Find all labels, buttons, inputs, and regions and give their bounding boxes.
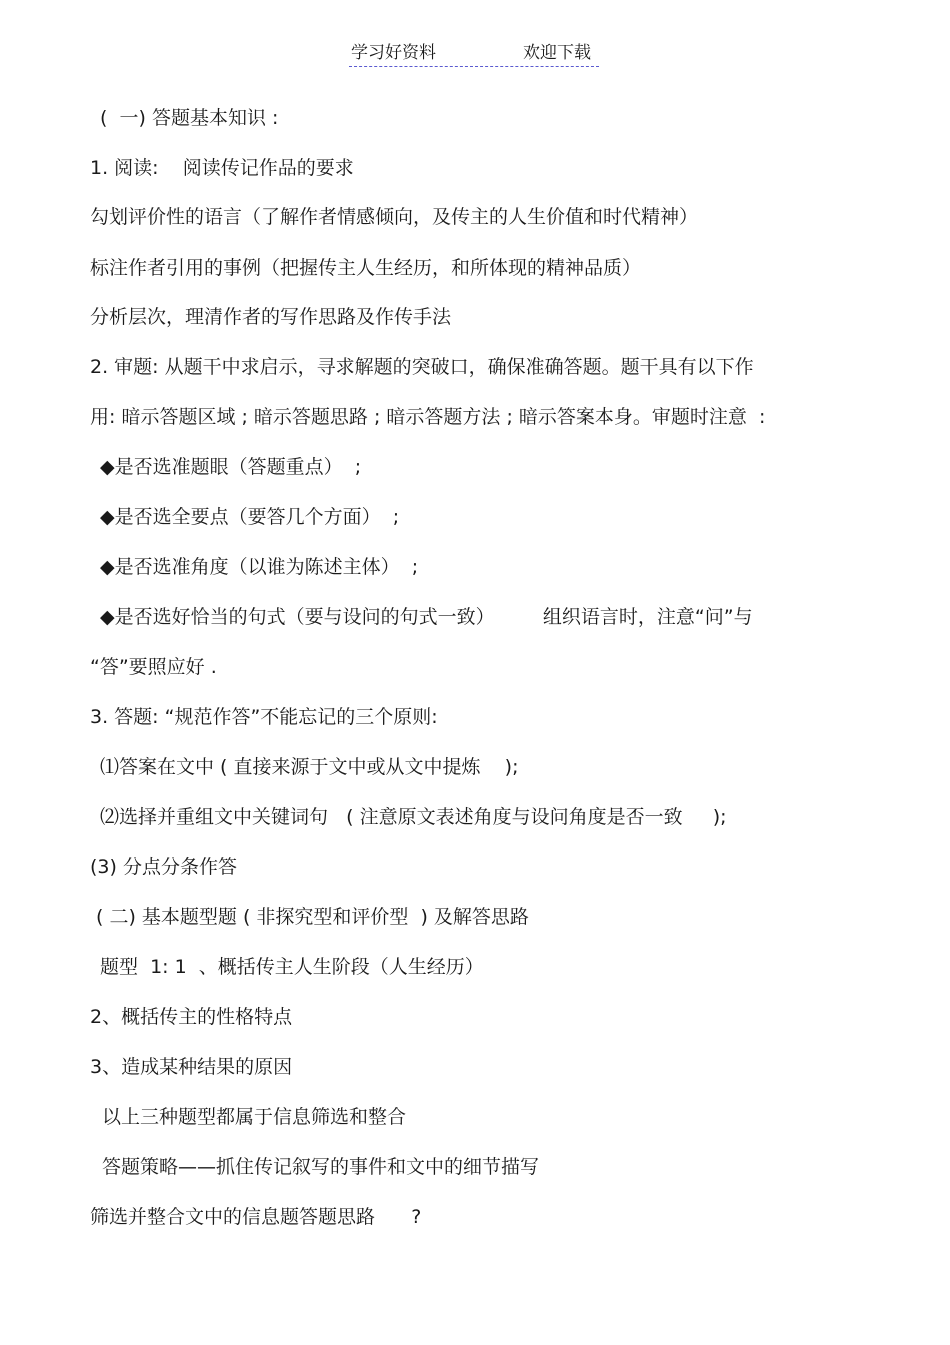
section-heading-basic-knowledge: ( 一) 答题基本知识 : xyxy=(100,107,279,129)
section-heading-question-types: ( 二) 基本题型题 ( 非探究型和评价型 ) 及解答思路 xyxy=(96,906,529,928)
principle-item: ⑴答案在文中 ( 直接来源于文中或从文中提炼 ); xyxy=(100,756,519,778)
bullet-item: ◆是否选准题眼（答题重点） ; xyxy=(100,456,362,478)
principle-item: ⑵选择并重组文中关键词句 ( 注意原文表述角度与设问角度是否一致 ); xyxy=(100,806,727,828)
bullet-item: ◆是否选好恰当的句式（要与设问的句式一致） 组织语言时，注意“问”与 xyxy=(100,606,753,628)
text-line: 勾划评价性的语言（了解作者情感倾向，及传主的人生价值和时代精神） xyxy=(90,206,699,228)
text-line: 1. 阅读: 阅读传记作品的要求 xyxy=(90,157,354,179)
bullet-item: ◆是否选全要点（要答几个方面） ; xyxy=(100,506,400,528)
bullet-item: ◆是否选准角度（以谁为陈述主体） ; xyxy=(100,556,419,578)
text-line: 标注作者引用的事例（把握传主人生经历，和所体现的精神品质） xyxy=(90,257,642,279)
text-line: 题型 1: 1 、概括传主人生阶段（人生经历） xyxy=(100,956,484,978)
text-line: 2、概括传主的性格特点 xyxy=(90,1006,293,1028)
text-line: 答题策略——抓住传记叙写的事件和文中的细节描写 xyxy=(102,1156,540,1178)
text-line: 用: 暗示答题区域 ; 暗示答题思路 ; 暗示答题方法 ; 暗示答案本身。审题时注意 : xyxy=(90,406,766,428)
text-line: 2. 审题: 从题干中求启示，寻求解题的突破口，确保准确答题。题干具有以下作 xyxy=(90,356,754,378)
text-line: 3. 答题: “规范作答”不能忘记的三个原则: xyxy=(90,706,438,728)
header-left-text: 学习好资料 xyxy=(351,43,436,63)
text-line: 筛选并整合文中的信息题答题思路 ? xyxy=(90,1206,422,1228)
header-right-text: 欢迎下载 xyxy=(523,43,591,63)
principle-item: (3) 分点分条作答 xyxy=(90,856,237,878)
text-line: 分析层次，理清作者的写作思路及作传手法 xyxy=(90,306,452,328)
page-header xyxy=(349,40,599,67)
text-line: 3、造成某种结果的原因 xyxy=(90,1056,293,1078)
text-line: “答”要照应好 . xyxy=(90,656,217,678)
text-line: 以上三种题型都属于信息筛选和整合 xyxy=(102,1106,407,1128)
